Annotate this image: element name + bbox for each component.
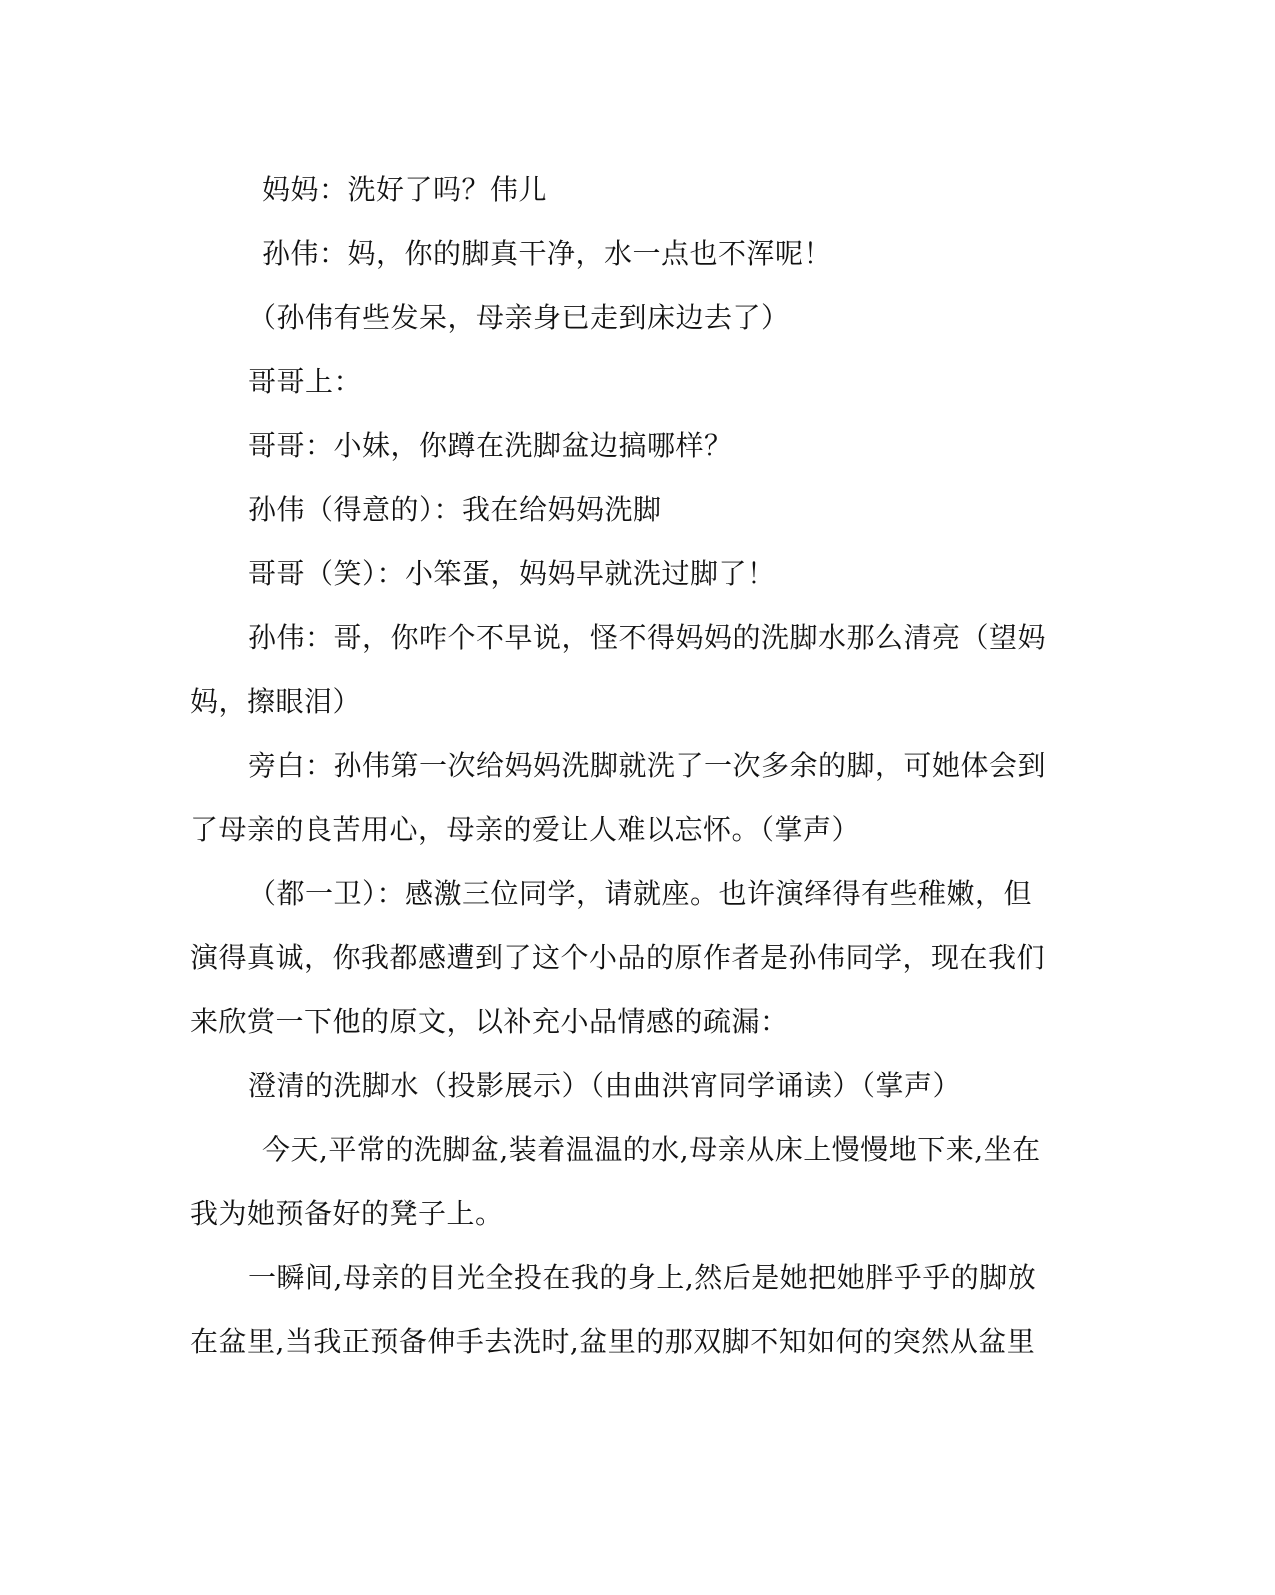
stage-direction-line: 哥哥上：	[248, 365, 363, 398]
dialogue-line: 哥哥（笑）：小笨蛋，妈妈早就洗过脚了！	[248, 557, 776, 590]
essay-line: 今天,平常的洗脚盆,装着温温的水,母亲从床上慢慢地下来,坐在	[262, 1133, 1041, 1166]
essay-line-continuation: 在盆里,当我正预备伸手去洗时,盆里的那双脚不知如何的突然从盆里	[190, 1325, 1036, 1358]
essay-line: 一瞬间,母亲的目光全投在我的身上,然后是她把她胖乎乎的脚放	[248, 1261, 1037, 1294]
narration-line: 旁白：孙伟第一次给妈妈洗脚就洗了一次多余的脚，可她体会到	[248, 749, 1047, 782]
essay-line-continuation: 我为她预备好的凳子上。	[190, 1197, 504, 1230]
dialogue-line: 哥哥：小妹，你蹲在洗脚盆边搞哪样？	[248, 429, 733, 462]
narration-line-continuation: 了母亲的良苦用心，母亲的爱让人难以忘怀。（掌声）	[190, 813, 861, 846]
dialogue-line: 妈妈：洗好了吗？伟儿	[262, 173, 548, 206]
host-line-continuation: 来欣赏一下他的原文，以补充小品情感的疏漏：	[190, 1005, 789, 1038]
stage-direction-line: （孙伟有些发呆，母亲身已走到床边去了）	[248, 301, 790, 334]
dialogue-line: 孙伟（得意的）：我在给妈妈洗脚	[248, 493, 662, 526]
dialogue-line-continuation: 妈，擦眼泪）	[190, 685, 362, 718]
host-line: （都一卫）：感激三位同学，请就座。也许演绎得有些稚嫩，但	[248, 877, 1033, 910]
host-line-continuation: 演得真诚，你我都感遭到了这个小品的原作者是孙伟同学，现在我们	[190, 941, 1046, 974]
section-heading-line: 澄清的洗脚水（投影展示）（由曲洪宵同学诵读）（掌声）	[248, 1069, 962, 1102]
dialogue-line: 孙伟：哥，你咋个不早说，怪不得妈妈的洗脚水那么清亮（望妈	[248, 621, 1047, 654]
dialogue-line: 孙伟：妈，你的脚真干净，水一点也不浑呢！	[262, 237, 833, 270]
